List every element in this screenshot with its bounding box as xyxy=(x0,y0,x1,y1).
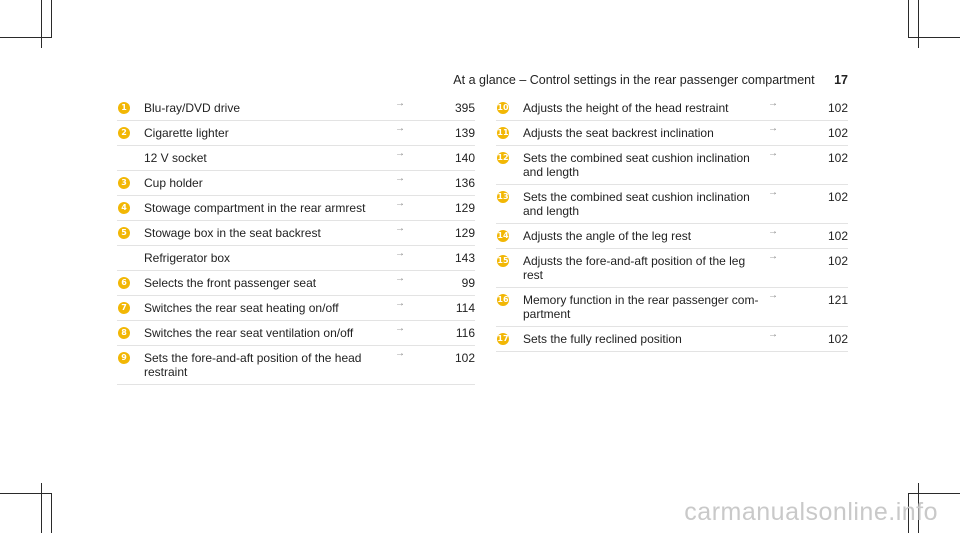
header-title: At a glance – Control settings in the rear passenger compartment xyxy=(453,73,815,87)
list-item xyxy=(117,296,475,321)
page-reference-arrow-icon: → xyxy=(395,223,405,234)
item-number-badge xyxy=(496,126,510,140)
list-item xyxy=(117,346,475,385)
item-number-badge xyxy=(496,101,510,115)
page-reference-arrow-icon: → xyxy=(768,226,778,237)
page-reference-arrow-icon: → xyxy=(395,348,405,359)
page-reference-arrow-icon: → xyxy=(395,98,405,109)
item-number-badge xyxy=(117,201,131,215)
page-reference-arrow-icon: → xyxy=(395,273,405,284)
item-number-badge xyxy=(117,176,131,190)
list-item xyxy=(117,171,475,196)
crop-mark xyxy=(0,493,52,494)
page-reference-arrow-icon: → xyxy=(768,123,778,134)
page-reference-arrow-icon: → xyxy=(768,98,778,109)
item-description: Sets the fully reclined position xyxy=(523,332,682,346)
watermark: carmanualsonline.info xyxy=(684,498,938,526)
page-reference-link[interactable]: 129 xyxy=(454,201,475,215)
page-reference-link[interactable]: 136 xyxy=(454,176,475,190)
list-item xyxy=(117,246,475,271)
item-description: Cigarette lighter xyxy=(144,126,229,140)
number-circle-icon: 8 xyxy=(118,327,130,339)
item-description: Switches the rear seat heating on/off xyxy=(144,301,339,315)
number-circle-icon: 2 xyxy=(118,127,130,139)
item-description: Refrigerator box xyxy=(144,251,231,265)
list-item xyxy=(117,196,475,221)
item-description: 12 V socket xyxy=(144,151,207,165)
number-circle-icon: 16 xyxy=(497,295,509,304)
item-description: Blu-ray/DVD drive xyxy=(144,101,241,115)
page-reference-link[interactable]: 116 xyxy=(455,326,475,340)
page-reference-link[interactable]: 121 xyxy=(827,293,848,307)
list-item xyxy=(496,249,848,288)
number-circle-icon: 6 xyxy=(118,277,130,289)
number-circle-icon: 5 xyxy=(118,227,130,239)
item-description: Stowage compartment in the rear armrest xyxy=(144,201,366,215)
page-reference-arrow-icon: → xyxy=(768,290,778,301)
item-number-badge xyxy=(117,351,131,365)
page-reference-arrow-icon: → xyxy=(768,329,778,340)
number-circle-icon: 17 xyxy=(497,334,509,343)
left-item-list xyxy=(117,96,475,385)
list-item xyxy=(117,96,475,121)
page-reference-link[interactable]: 143 xyxy=(454,251,475,265)
item-number-badge xyxy=(117,101,131,115)
page-reference-link[interactable]: 139 xyxy=(454,126,475,140)
number-circle-icon: 1 xyxy=(118,102,130,114)
item-description: Adjusts the height of the head restraint xyxy=(523,101,729,115)
item-number-badge xyxy=(496,332,510,346)
item-number-badge xyxy=(496,229,510,243)
right-item-list xyxy=(496,96,848,352)
page-number: 17 xyxy=(834,73,848,87)
page-reference-link[interactable]: 99 xyxy=(461,276,475,290)
number-circle-icon: 13 xyxy=(497,192,509,201)
crop-mark xyxy=(41,483,42,533)
list-item xyxy=(496,224,848,249)
item-description: Adjusts the fore-and-aft position of the leg rest xyxy=(523,254,746,282)
page-reference-link[interactable]: 102 xyxy=(827,151,848,165)
page-reference-link[interactable]: 140 xyxy=(454,151,475,165)
page-reference-link[interactable]: 102 xyxy=(827,190,848,204)
item-description: Sets the fore-and-aft position of the head restraint xyxy=(144,351,362,379)
item-description: Cup holder xyxy=(144,176,203,190)
crop-mark xyxy=(51,0,52,38)
page-reference-arrow-icon: → xyxy=(768,148,778,159)
list-item xyxy=(117,221,475,246)
item-description: Stowage box in the seat backrest xyxy=(144,226,321,240)
page-reference-link[interactable]: 102 xyxy=(827,101,848,115)
list-item xyxy=(496,327,848,352)
page-reference-link[interactable]: 102 xyxy=(827,126,848,140)
page-reference-arrow-icon: → xyxy=(768,251,778,262)
item-description: Sets the combined seat cushion inclination and length xyxy=(523,190,750,218)
page-reference-arrow-icon: → xyxy=(395,148,405,159)
number-circle-icon: 4 xyxy=(118,202,130,214)
page-reference-arrow-icon: → xyxy=(395,298,405,309)
list-item xyxy=(496,288,848,327)
crop-mark xyxy=(51,493,52,533)
list-item xyxy=(496,121,848,146)
item-description: Memory function in the rear passenger com- partment xyxy=(523,293,759,321)
page-reference-arrow-icon: → xyxy=(395,248,405,259)
item-description: Adjusts the seat backrest inclination xyxy=(523,126,714,140)
page-reference-arrow-icon: → xyxy=(768,187,778,198)
item-description: Adjusts the angle of the leg rest xyxy=(523,229,692,243)
crop-mark xyxy=(0,37,52,38)
page-reference-link[interactable]: 102 xyxy=(454,351,475,365)
list-item xyxy=(117,121,475,146)
list-item xyxy=(117,271,475,296)
number-circle-icon: 10 xyxy=(497,103,509,112)
item-number-badge xyxy=(117,276,131,290)
page-reference-link[interactable]: 395 xyxy=(454,101,475,115)
page-reference-link[interactable]: 102 xyxy=(827,254,848,268)
list-item xyxy=(117,321,475,346)
number-circle-icon: 7 xyxy=(118,302,130,314)
item-description: Selects the front passenger seat xyxy=(144,276,317,290)
list-item xyxy=(117,146,475,171)
crop-mark xyxy=(908,37,960,38)
crop-mark xyxy=(908,493,960,494)
crop-mark xyxy=(908,0,909,38)
number-circle-icon: 3 xyxy=(118,177,130,189)
crop-mark xyxy=(41,0,42,48)
number-circle-icon: 12 xyxy=(497,153,509,162)
item-number-badge xyxy=(117,301,131,315)
item-number-badge xyxy=(117,151,131,165)
item-number-badge xyxy=(117,226,131,240)
page-reference-link[interactable]: 102 xyxy=(827,332,848,346)
page-reference-link[interactable]: 129 xyxy=(454,226,475,240)
page-reference-arrow-icon: → xyxy=(395,173,405,184)
number-circle-icon: 9 xyxy=(118,352,130,364)
page-reference-arrow-icon: → xyxy=(395,123,405,134)
running-header xyxy=(453,73,848,87)
number-circle-icon: 14 xyxy=(497,231,509,240)
number-circle-icon: 11 xyxy=(497,128,509,137)
item-number-badge xyxy=(117,326,131,340)
item-number-badge xyxy=(496,151,510,165)
page-reference-arrow-icon: → xyxy=(395,198,405,209)
list-item xyxy=(496,96,848,121)
page-reference-link[interactable]: 102 xyxy=(827,229,848,243)
item-number-badge xyxy=(117,126,131,140)
item-number-badge xyxy=(117,251,131,265)
page-reference-arrow-icon: → xyxy=(395,323,405,334)
number-circle-icon: 15 xyxy=(497,256,509,265)
item-number-badge xyxy=(496,190,510,204)
item-number-badge xyxy=(496,254,510,268)
item-description: Sets the combined seat cushion inclination and length xyxy=(523,151,750,179)
item-number-badge xyxy=(496,293,510,307)
item-description: Switches the rear seat ventilation on/off xyxy=(144,326,354,340)
list-item xyxy=(496,146,848,185)
page-reference-link[interactable]: 114 xyxy=(455,301,475,315)
list-item xyxy=(496,185,848,224)
crop-mark xyxy=(918,0,919,48)
